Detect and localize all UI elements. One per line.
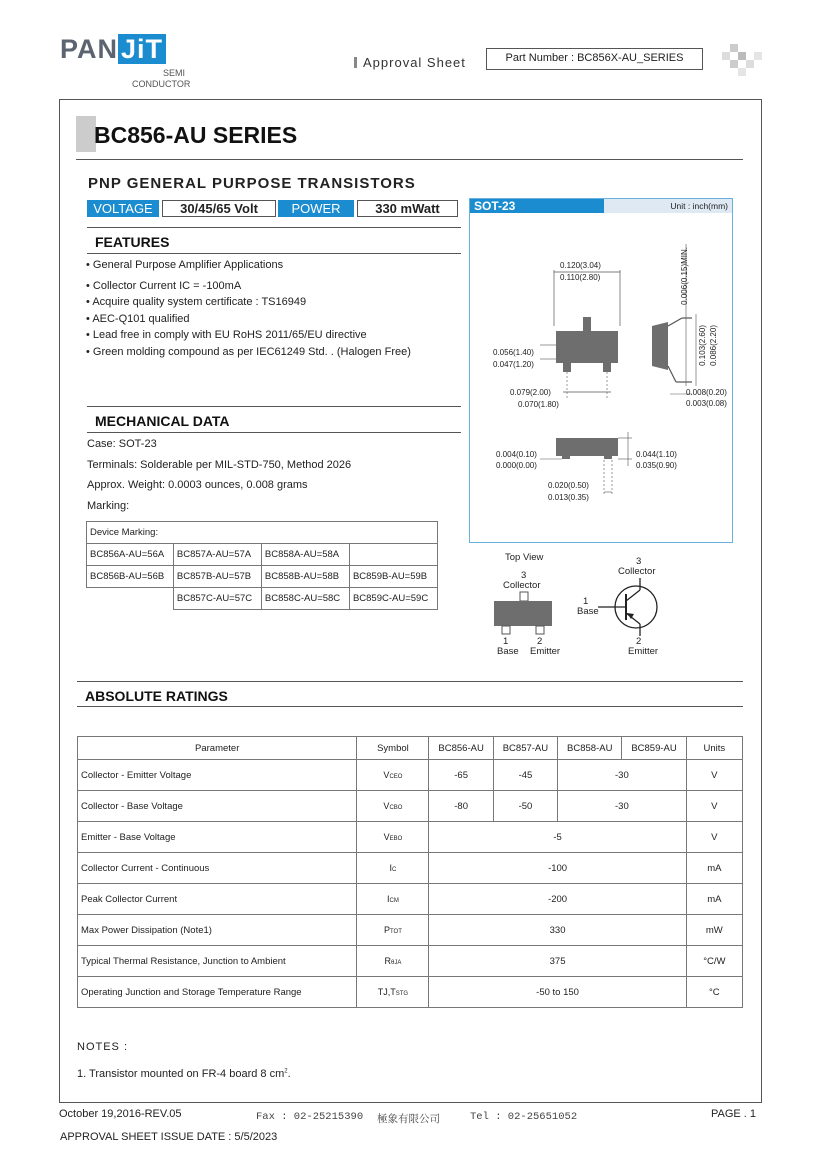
value-cell: 330: [429, 915, 686, 946]
logo-pan-text: PAN: [60, 34, 119, 64]
mech-marking: Marking:: [87, 499, 130, 512]
ratings-heading: ABSOLUTE RATINGS: [85, 688, 228, 704]
table-row: [78, 977, 743, 1008]
footer-page: PAGE . 1: [711, 1108, 757, 1120]
table-row: [78, 853, 743, 884]
symbol-text: R: [384, 956, 392, 966]
symbol-subscript: C: [392, 867, 397, 873]
symbol-cell: [357, 915, 429, 946]
marking-cell: BC856B-AU=56B: [87, 566, 174, 588]
approval-sheet-label: Approval Sheet: [354, 55, 466, 70]
symbol-cell: [357, 884, 429, 915]
dim-label: 0.008(0.20): [686, 388, 727, 397]
features-heading: FEATURES: [95, 234, 170, 250]
package-unit: Unit : inch(mm): [604, 199, 732, 213]
title-divider: [76, 159, 743, 160]
table-row: [87, 566, 438, 588]
symbol-pin2-name: Emitter: [628, 646, 659, 657]
unit-cell: V: [686, 822, 742, 853]
symbol-cell: [357, 791, 429, 822]
note-1: [77, 1068, 291, 1080]
table-row: [78, 760, 743, 791]
marking-cell: [87, 588, 174, 610]
table-row: [78, 791, 743, 822]
symbol-text: V: [383, 801, 390, 811]
dim-label: 0.020(0.50): [548, 481, 589, 490]
subtitle: PNP GENERAL PURPOSE TRANSISTORS: [88, 175, 416, 192]
mech-case: Case: SOT-23: [87, 438, 157, 450]
marking-title: Device Marking:: [87, 522, 438, 544]
symbol-pin2-number: 2: [636, 636, 642, 647]
symbol-cell: [357, 760, 429, 791]
dim-label: 0.120(3.04): [560, 261, 601, 270]
marking-cell: BC857A-AU=57A: [173, 544, 261, 566]
power-value: 330 mWatt: [357, 200, 458, 217]
note-1-superscript: 2: [284, 1068, 288, 1075]
mechanical-heading: MECHANICAL DATA: [95, 413, 230, 429]
dim-label: 0.035(0.90): [636, 461, 677, 470]
table-row: [78, 946, 743, 977]
table-row: [87, 588, 438, 610]
column-header: Parameter: [78, 737, 357, 760]
table-row: [78, 822, 743, 853]
top-view-label: Top View: [505, 552, 544, 563]
logo-sub-2: CONDUCTOR: [132, 79, 191, 89]
marking-cell: BC856A-AU=56A: [87, 544, 174, 566]
value-cell: -50: [493, 791, 557, 822]
table-row: [78, 884, 743, 915]
symbol-cell: [357, 822, 429, 853]
column-header: Symbol: [357, 737, 429, 760]
marking-cell: [349, 544, 437, 566]
dim-label: 0.110(2.80): [560, 273, 601, 282]
symbol-subscript: θJA: [391, 960, 402, 966]
unit-cell: mA: [686, 884, 742, 915]
dim-label: 0.003(0.08): [686, 399, 727, 408]
mech-top-line: [87, 406, 461, 407]
pin2-name: Emitter: [530, 646, 561, 657]
pnp-transistor-symbol-icon: [598, 578, 664, 636]
symbol-subscript: EBO: [389, 836, 403, 842]
feature-item: • General Purpose Amplifier Applications: [86, 257, 411, 274]
symbol-cell: [357, 853, 429, 884]
marking-cell: BC857C-AU=57C: [173, 588, 261, 610]
dim-label: 0.086(2.20): [709, 325, 718, 366]
symbol-subscript: CEO: [389, 774, 403, 780]
dim-label: 0.044(1.10): [636, 450, 677, 459]
page-title: BC856-AU SERIES: [94, 122, 298, 148]
marking-cell: BC859C-AU=59C: [349, 588, 437, 610]
dim-label: 0.006(0.15)MIN.: [680, 247, 689, 305]
symbol-text: P: [383, 925, 390, 935]
symbol-text: I: [389, 863, 393, 873]
mech-weight: Approx. Weight: 0.0003 ounces, 0.008 grams: [87, 479, 308, 491]
power-label: POWER: [278, 200, 354, 217]
value-cell: -80: [429, 791, 493, 822]
table-row: [87, 544, 438, 566]
value-cell: -5: [429, 822, 686, 853]
value-cell: -30: [558, 760, 687, 791]
title-marker: [76, 116, 96, 152]
dim-label: 0.000(0.00): [496, 461, 537, 470]
mech-bottom-line: [87, 432, 461, 433]
param-cell: Typical Thermal Resistance, Junction to Ambient: [78, 946, 357, 977]
feature-item: • Lead free in comply with EU RoHS 2011/65/EU directive: [86, 327, 411, 344]
value-cell: -50 to 150: [429, 977, 686, 1008]
param-cell: Peak Collector Current: [78, 884, 357, 915]
column-header: BC858-AU: [558, 737, 622, 760]
value-cell: 375: [429, 946, 686, 977]
symbol-pin3-name: Collector: [618, 566, 656, 577]
param-cell: Operating Junction and Storage Temperature Range: [78, 977, 357, 1008]
sot23-outline-drawing: [470, 214, 732, 542]
feature-item: • Acquire quality system certificate : TS16949: [86, 294, 411, 311]
logo-jit-text: JiT: [118, 34, 166, 64]
features-top-line: [87, 227, 461, 228]
table-header-row: [78, 737, 743, 760]
footer-company: 極象有限公司: [377, 1114, 440, 1126]
column-header: Units: [686, 737, 742, 760]
column-header: BC859-AU: [622, 737, 686, 760]
symbol-cell: [357, 946, 429, 977]
logo-sub-1: SEMI: [163, 68, 186, 78]
symbol-subscript: CBO: [389, 805, 403, 811]
notes-heading: NOTES :: [77, 1041, 129, 1053]
mech-terminals: Terminals: Solderable per MIL-STD-750, Method 2026: [87, 458, 352, 471]
table-row: [78, 915, 743, 946]
unit-cell: V: [686, 791, 742, 822]
package-name: SOT-23: [470, 199, 604, 213]
ratings-bottom-line: [77, 706, 743, 707]
symbol-subscript: STG: [395, 991, 409, 997]
column-header: BC857-AU: [493, 737, 557, 760]
dim-label: 0.013(0.35): [548, 493, 589, 502]
footer-issue-date: APPROVAL SHEET ISSUE DATE : 5/5/2023: [60, 1131, 278, 1143]
dim-label: 0.103(2.60): [698, 325, 707, 366]
symbol-pin1-name: Base: [577, 606, 599, 617]
value-cell: -100: [429, 853, 686, 884]
footer-fax: Fax : 02-25215390: [256, 1111, 364, 1123]
value-cell: -30: [558, 791, 687, 822]
dim-label: 0.056(1.40): [493, 348, 534, 357]
top-view-package-icon: [490, 590, 560, 640]
symbol-cell: [357, 977, 429, 1008]
value-cell: -45: [493, 760, 557, 791]
symbol-text: V: [383, 832, 390, 842]
param-cell: Collector - Emitter Voltage: [78, 760, 357, 791]
marking-cell: BC859B-AU=59B: [349, 566, 437, 588]
value-cell: -200: [429, 884, 686, 915]
dim-label: 0.079(2.00): [510, 388, 551, 397]
marking-cell: BC858C-AU=58C: [261, 588, 349, 610]
dim-label: 0.004(0.10): [496, 450, 537, 459]
voltage-label: VOLTAGE: [87, 200, 159, 217]
symbol-subscript: TOT: [390, 929, 402, 935]
logo: [60, 34, 166, 65]
symbol-pin3-number: 3: [636, 556, 642, 567]
param-cell: Max Power Dissipation (Note1): [78, 915, 357, 946]
unit-cell: V: [686, 760, 742, 791]
mechanical-lines: [87, 434, 351, 516]
voltage-value: 30/45/65 Volt: [162, 200, 276, 217]
features-bottom-line: [87, 253, 461, 254]
feature-item: • Green molding compound as per IEC61249 Std. . (Halogen Free): [86, 344, 411, 361]
param-cell: Collector - Base Voltage: [78, 791, 357, 822]
param-cell: Emitter - Base Voltage: [78, 822, 357, 853]
device-marking-table: [86, 521, 438, 610]
param-cell: Collector Current - Continuous: [78, 853, 357, 884]
symbol-pin1-number: 1: [583, 596, 589, 607]
pin3-name: Collector: [503, 580, 541, 591]
feature-item: • Collector Current IC = -100mA: [86, 278, 411, 295]
part-number-box: Part Number : BC856X-AU_SERIES: [486, 48, 703, 70]
marking-cell: BC858A-AU=58A: [261, 544, 349, 566]
note-1-end: .: [287, 1068, 291, 1080]
unit-cell: mA: [686, 853, 742, 884]
column-header: BC856-AU: [429, 737, 493, 760]
symbol-subscript: CM: [389, 898, 399, 904]
ratings-top-line: [77, 681, 743, 682]
pin3-number: 3: [521, 570, 527, 581]
footer-tel: Tel : 02-25651052: [470, 1111, 578, 1123]
unit-cell: mW: [686, 915, 742, 946]
marking-cell: BC857B-AU=57B: [173, 566, 261, 588]
header-pattern-icon: [722, 44, 762, 80]
pin2-number: 2: [537, 636, 543, 647]
unit-cell: °C: [686, 977, 742, 1008]
symbol-text: TJ,T: [377, 987, 396, 997]
footer-date-rev: October 19,2016-REV.05: [59, 1108, 182, 1120]
value-cell: -65: [429, 760, 493, 791]
note-1-text: 1. Transistor mounted on FR-4 board 8 cm: [77, 1068, 285, 1080]
marking-cell: BC858B-AU=58B: [261, 566, 349, 588]
features-list: [86, 257, 411, 360]
symbol-text: V: [383, 770, 390, 780]
unit-cell: °C/W: [686, 946, 742, 977]
symbol-text: I: [387, 894, 390, 904]
pin1-name: Base: [497, 646, 519, 657]
feature-item: • AEC-Q101 qualified: [86, 311, 411, 328]
pin1-number: 1: [503, 636, 509, 647]
dim-label: 0.070(1.80): [518, 400, 559, 409]
dim-label: 0.047(1.20): [493, 360, 534, 369]
absolute-ratings-table: [77, 736, 743, 1008]
